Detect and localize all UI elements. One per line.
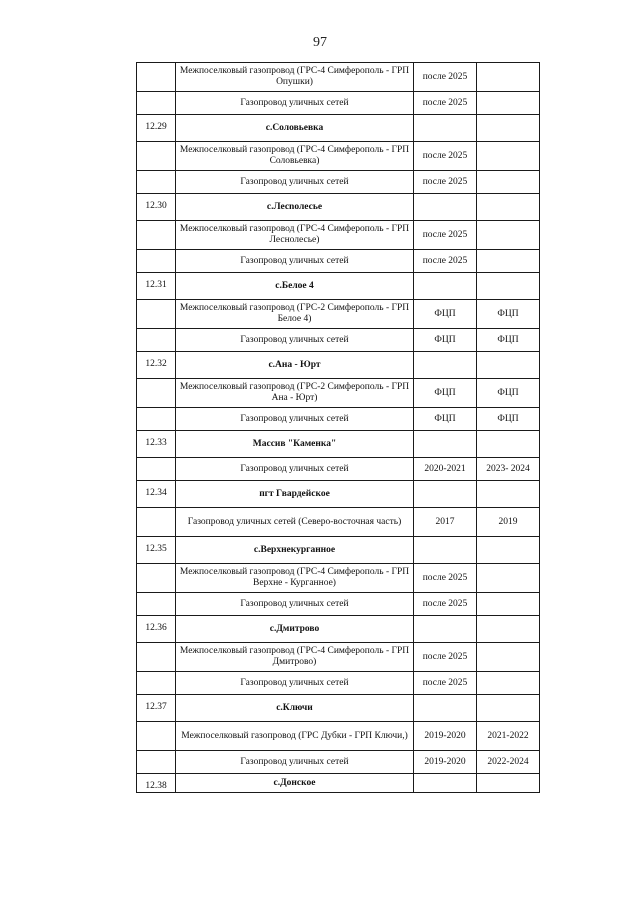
pipeline-row bbox=[137, 458, 540, 481]
period-start: после 2025 bbox=[414, 221, 477, 250]
table-body bbox=[137, 63, 540, 793]
period-start: ФЦП bbox=[414, 408, 477, 431]
period-end: ФЦП bbox=[477, 329, 540, 352]
settlement-name: с.Лесnолесье bbox=[176, 194, 414, 221]
period-end: 2021-2022 bbox=[477, 722, 540, 751]
item-number: 12.33 bbox=[137, 431, 176, 458]
period-start: после 2025 bbox=[414, 250, 477, 273]
period-end: 2022-2024 bbox=[477, 751, 540, 774]
pipeline-description: Газопровод уличных сетей bbox=[176, 408, 414, 431]
empty-cell bbox=[414, 616, 477, 643]
item-number: 12.30 bbox=[137, 194, 176, 221]
empty-cell bbox=[477, 352, 540, 379]
period-start: после 2025 bbox=[414, 142, 477, 171]
period-end bbox=[477, 564, 540, 593]
pipeline-description: Межпоселковый газопровод (ГРС-4 Симферополь - ГРП Леснолесье) bbox=[176, 221, 414, 250]
period-start: 2019-2020 bbox=[414, 722, 477, 751]
empty-cell bbox=[137, 643, 176, 672]
period-end: 2023- 2024 bbox=[477, 458, 540, 481]
pipeline-row bbox=[137, 408, 540, 431]
empty-cell bbox=[414, 273, 477, 300]
item-number: 12.35 bbox=[137, 537, 176, 564]
period-start: после 2025 bbox=[414, 171, 477, 194]
item-number: 12.29 bbox=[137, 115, 176, 142]
settlement-name: с.Донское bbox=[176, 774, 414, 793]
empty-cell bbox=[477, 537, 540, 564]
period-end bbox=[477, 142, 540, 171]
pipeline-description: Газопровод уличных сетей bbox=[176, 593, 414, 616]
item-number: 12.36 bbox=[137, 616, 176, 643]
pipeline-description: Газопровод уличных сетей bbox=[176, 171, 414, 194]
empty-cell bbox=[137, 458, 176, 481]
period-end: ФЦП bbox=[477, 408, 540, 431]
empty-cell bbox=[137, 593, 176, 616]
period-end: 2019 bbox=[477, 508, 540, 537]
pipeline-row bbox=[137, 221, 540, 250]
period-end bbox=[477, 250, 540, 273]
pipeline-row bbox=[137, 564, 540, 593]
empty-cell bbox=[477, 431, 540, 458]
pipeline-description: Межпоселковый газопровод (ГРС-4 Симферополь - ГРП Опушки) bbox=[176, 63, 414, 92]
empty-cell bbox=[137, 300, 176, 329]
empty-cell bbox=[477, 695, 540, 722]
period-end bbox=[477, 171, 540, 194]
empty-cell bbox=[137, 142, 176, 171]
pipeline-description: Газопровод уличных сетей bbox=[176, 458, 414, 481]
period-end bbox=[477, 672, 540, 695]
period-end bbox=[477, 593, 540, 616]
period-end bbox=[477, 643, 540, 672]
empty-cell bbox=[414, 115, 477, 142]
empty-cell bbox=[137, 508, 176, 537]
period-start: ФЦП bbox=[414, 329, 477, 352]
settlement-name: с.Белое 4 bbox=[176, 273, 414, 300]
empty-cell bbox=[137, 751, 176, 774]
item-number: 12.38 bbox=[137, 774, 176, 793]
pipeline-row bbox=[137, 250, 540, 273]
pipeline-row bbox=[137, 379, 540, 408]
pipeline-description: Межпоселковый газопровод (ГРС Дубки - ГРП Ключи,) bbox=[176, 722, 414, 751]
empty-cell bbox=[137, 92, 176, 115]
pipeline-row bbox=[137, 643, 540, 672]
settlement-name: пгт Гвардейское bbox=[176, 481, 414, 508]
settlement-name: Массив "Каменка" bbox=[176, 431, 414, 458]
pipeline-description: Газопровод уличных сетей bbox=[176, 672, 414, 695]
pipeline-row bbox=[137, 171, 540, 194]
period-start: после 2025 bbox=[414, 63, 477, 92]
empty-cell bbox=[137, 672, 176, 695]
settlement-name: с.Ана - Юрт bbox=[176, 352, 414, 379]
empty-cell bbox=[414, 194, 477, 221]
item-number: 12.32 bbox=[137, 352, 176, 379]
empty-cell bbox=[137, 564, 176, 593]
period-start: ФЦП bbox=[414, 300, 477, 329]
pipeline-description: Межпоселковый газопровод (ГРС-2 Симферополь - ГРП Белое 4) bbox=[176, 300, 414, 329]
period-start: после 2025 bbox=[414, 564, 477, 593]
settlement-row bbox=[137, 273, 540, 300]
period-start: 2020-2021 bbox=[414, 458, 477, 481]
item-number: 12.37 bbox=[137, 695, 176, 722]
period-start: 2019-2020 bbox=[414, 751, 477, 774]
settlement-row bbox=[137, 695, 540, 722]
period-end bbox=[477, 92, 540, 115]
pipeline-description: Газопровод уличных сетей bbox=[176, 329, 414, 352]
empty-cell bbox=[477, 273, 540, 300]
gasification-table bbox=[136, 62, 540, 793]
empty-cell bbox=[137, 722, 176, 751]
pipeline-description: Межпоселковый газопровод (ГРС-2 Симферополь - ГРП Ана - Юрт) bbox=[176, 379, 414, 408]
item-number: 12.31 bbox=[137, 273, 176, 300]
pipeline-description: Газопровод уличных сетей bbox=[176, 250, 414, 273]
pipeline-description: Межпоселковый газопровод (ГРС-4 Симферополь - ГРП Верхне - Курганное) bbox=[176, 564, 414, 593]
period-end bbox=[477, 63, 540, 92]
settlement-row bbox=[137, 481, 540, 508]
settlement-name: с.Дмитрово bbox=[176, 616, 414, 643]
empty-cell bbox=[477, 481, 540, 508]
empty-cell bbox=[477, 774, 540, 793]
settlement-row bbox=[137, 431, 540, 458]
empty-cell bbox=[414, 431, 477, 458]
settlement-row bbox=[137, 115, 540, 142]
empty-cell bbox=[477, 115, 540, 142]
empty-cell bbox=[137, 63, 176, 92]
pipeline-row bbox=[137, 751, 540, 774]
settlement-name: с.Верхнекурганное bbox=[176, 537, 414, 564]
page-number: 97 bbox=[313, 35, 327, 50]
empty-cell bbox=[477, 616, 540, 643]
period-end: ФЦП bbox=[477, 379, 540, 408]
pipeline-row bbox=[137, 329, 540, 352]
pipeline-description: Газопровод уличных сетей bbox=[176, 92, 414, 115]
pipeline-row bbox=[137, 672, 540, 695]
empty-cell bbox=[137, 408, 176, 431]
period-start: ФЦП bbox=[414, 379, 477, 408]
pipeline-row bbox=[137, 142, 540, 171]
period-start: после 2025 bbox=[414, 643, 477, 672]
pipeline-row bbox=[137, 63, 540, 92]
settlement-name: с.Ключи bbox=[176, 695, 414, 722]
empty-cell bbox=[414, 537, 477, 564]
settlement-name: с.Соловьевка bbox=[176, 115, 414, 142]
empty-cell bbox=[414, 481, 477, 508]
empty-cell bbox=[137, 379, 176, 408]
pipeline-description: Газопровод уличных сетей (Северо-восточная часть) bbox=[176, 508, 414, 537]
empty-cell bbox=[137, 171, 176, 194]
empty-cell bbox=[137, 250, 176, 273]
empty-cell bbox=[414, 695, 477, 722]
pipeline-row bbox=[137, 508, 540, 537]
empty-cell bbox=[477, 194, 540, 221]
settlement-row bbox=[137, 537, 540, 564]
pipeline-description: Межпоселковый газопровод (ГРС-4 Симферополь - ГРП Соловьевка) bbox=[176, 142, 414, 171]
empty-cell bbox=[414, 352, 477, 379]
empty-cell bbox=[414, 774, 477, 793]
pipeline-row bbox=[137, 92, 540, 115]
settlement-row bbox=[137, 194, 540, 221]
settlement-row bbox=[137, 774, 540, 793]
period-start: после 2025 bbox=[414, 92, 477, 115]
period-end bbox=[477, 221, 540, 250]
empty-cell bbox=[137, 221, 176, 250]
pipeline-row bbox=[137, 593, 540, 616]
empty-cell bbox=[137, 329, 176, 352]
settlement-row bbox=[137, 352, 540, 379]
item-number: 12.34 bbox=[137, 481, 176, 508]
pipeline-row bbox=[137, 722, 540, 751]
settlement-row bbox=[137, 616, 540, 643]
period-start: после 2025 bbox=[414, 672, 477, 695]
pipeline-row bbox=[137, 300, 540, 329]
period-end: ФЦП bbox=[477, 300, 540, 329]
period-start: после 2025 bbox=[414, 593, 477, 616]
pipeline-description: Межпоселковый газопровод (ГРС-4 Симферополь - ГРП Дмитрово) bbox=[176, 643, 414, 672]
period-start: 2017 bbox=[414, 508, 477, 537]
pipeline-description: Газопровод уличных сетей bbox=[176, 751, 414, 774]
